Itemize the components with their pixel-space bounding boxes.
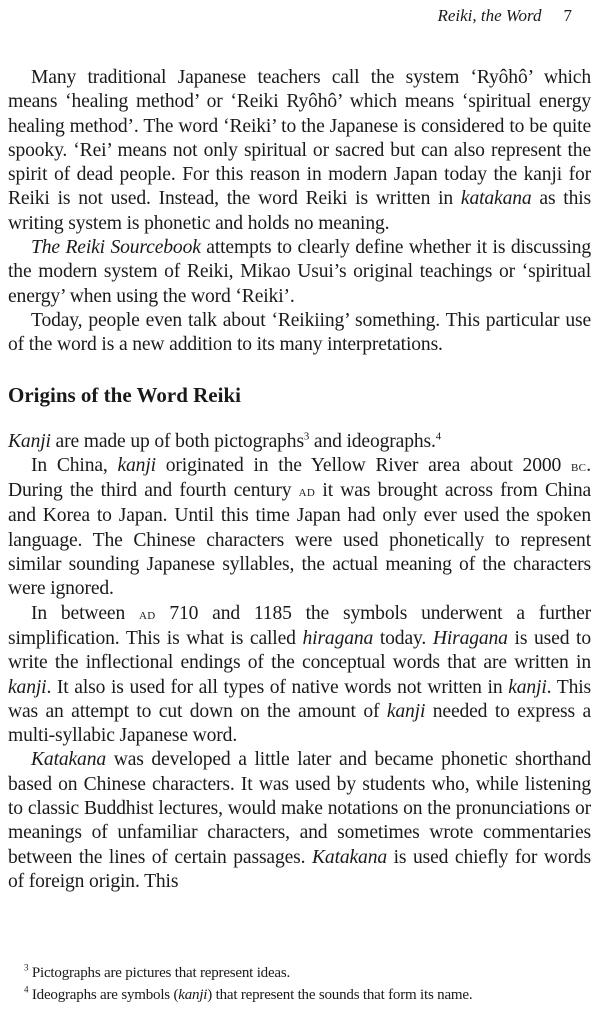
paragraph-text: 710 and 1185 the symbols underwent a further simplification. This is what is called xyxy=(8,602,592,649)
emphasis-hiragana: hiragana xyxy=(302,627,374,649)
section-heading: Origins of the Word Reiki xyxy=(8,382,241,407)
emphasis-katakana: Katakana xyxy=(312,846,387,868)
footnote-ref-4[interactable]: 4 xyxy=(435,430,441,443)
emphasis-kanji: kanji xyxy=(178,987,208,1003)
emphasis-kanji: kanji xyxy=(386,700,426,722)
era-ad: ad xyxy=(298,483,316,501)
paragraph-text: and ideographs. xyxy=(309,430,436,452)
paragraph-text: . During the third and fourth century xyxy=(8,454,592,502)
running-head-title: Reiki, the Word xyxy=(437,6,542,25)
paragraph-text: . It also is used for all types of native words not written in xyxy=(46,676,509,698)
paragraph-text: . This was an attempt to cut down on the amount of xyxy=(8,676,591,722)
paragraph-text: as this writing system is phonetic and holds no meaning. xyxy=(8,188,591,234)
paragraph-text: is used chiefly for words of foreign origin. This xyxy=(8,846,592,892)
paragraph-text: Many traditional Japanese teachers call the system ‘Ryôhô’ which means ‘healing method’ or ‘Reiki Ryôhô’ which means ‘spiritual energy healing method’. The word ‘Reiki’ to the Japanese is considered to be quite spooky. ‘Rei’ means not only spiritual or sacred but can also represent the spirit of dead people. For this reason in modern Japan today the kanji for Reiki is not used. Instead, the word Reiki is written in xyxy=(8,67,591,210)
paragraph-text: attempts to clearly define whether it is discussing the modern system of Reiki, Mikao Usui’s original teachings or ‘spiritual energy’ when using the word ‘Reiki’. xyxy=(8,237,591,307)
running-head xyxy=(437,6,572,26)
era-ad: ad xyxy=(139,605,156,623)
era-bc: bc xyxy=(570,457,587,475)
footnote-text: ) that represent the sounds that form its name. xyxy=(207,987,473,1003)
paragraph-sourcebook xyxy=(8,236,591,309)
paragraph-text: is used to write the inflectional endings of the conceptual words that are written in xyxy=(8,627,591,674)
footnotes xyxy=(24,962,584,1006)
page-number: 7 xyxy=(563,6,572,25)
paragraph-text: needed to express a multi-syllabic Japanese word. xyxy=(8,700,591,747)
paragraph-ryoho xyxy=(8,66,591,236)
book-title: The Reiki Sourcebook xyxy=(31,237,201,259)
emphasis-kanji: kanji xyxy=(8,676,47,698)
emphasis-katakana: katakana xyxy=(460,188,532,210)
footnote-text: Pictographs are pictures that represent ideas. xyxy=(28,965,291,981)
footnote-marker: 3 xyxy=(24,962,29,973)
paragraph-hiragana xyxy=(8,602,591,749)
paragraph-kanji-intro xyxy=(8,430,591,454)
paragraph-text: In between xyxy=(31,602,139,624)
paragraph-text: originated in the Yellow River area about 2000 xyxy=(155,454,571,476)
footnote-marker: 4 xyxy=(24,984,29,995)
emphasis-kanji: kanji xyxy=(508,676,547,698)
emphasis-katakana: Katakana xyxy=(31,749,106,771)
paragraph-text: it was brought across from China and Korea to Japan. Until this time Japan had only ever used the spoken language. The Chinese characters were used phonetically to represent similar sounding Japanese syllables, the actual meaning of the characters were ignored. xyxy=(8,480,592,600)
paragraph-text: Today, people even talk about ‘Reikiing’ something. This particular use of the word is a new addition to its many interpretations. xyxy=(8,309,591,356)
footnote-3 xyxy=(24,962,584,984)
paragraph-china-origin xyxy=(8,454,591,602)
emphasis-hiragana: Hiragana xyxy=(432,627,508,649)
emphasis-kanji: kanji xyxy=(117,454,156,476)
footnote-text: Ideographs are symbols ( xyxy=(28,987,179,1003)
paragraph-text: are made up of both pictographs xyxy=(50,430,304,452)
paragraph-text: In China, xyxy=(31,454,118,476)
emphasis-kanji: Kanji xyxy=(8,430,51,452)
paragraph-reikiing xyxy=(8,309,591,358)
page-body xyxy=(8,66,591,894)
footnote-ref-3[interactable]: 3 xyxy=(303,430,310,443)
paragraph-text: today. xyxy=(373,627,433,649)
paragraph-text: was developed a little later and became phonetic shorthand based on Chinese characters. It was used by students who, while listening to classic Buddhist lectures, would make notations on the pronunciations or meanings of unfamiliar characters, and sometimes wrote commentaries between the lines of certain passages. xyxy=(8,749,591,868)
footnote-4 xyxy=(24,984,584,1006)
paragraph-katakana xyxy=(8,748,591,894)
